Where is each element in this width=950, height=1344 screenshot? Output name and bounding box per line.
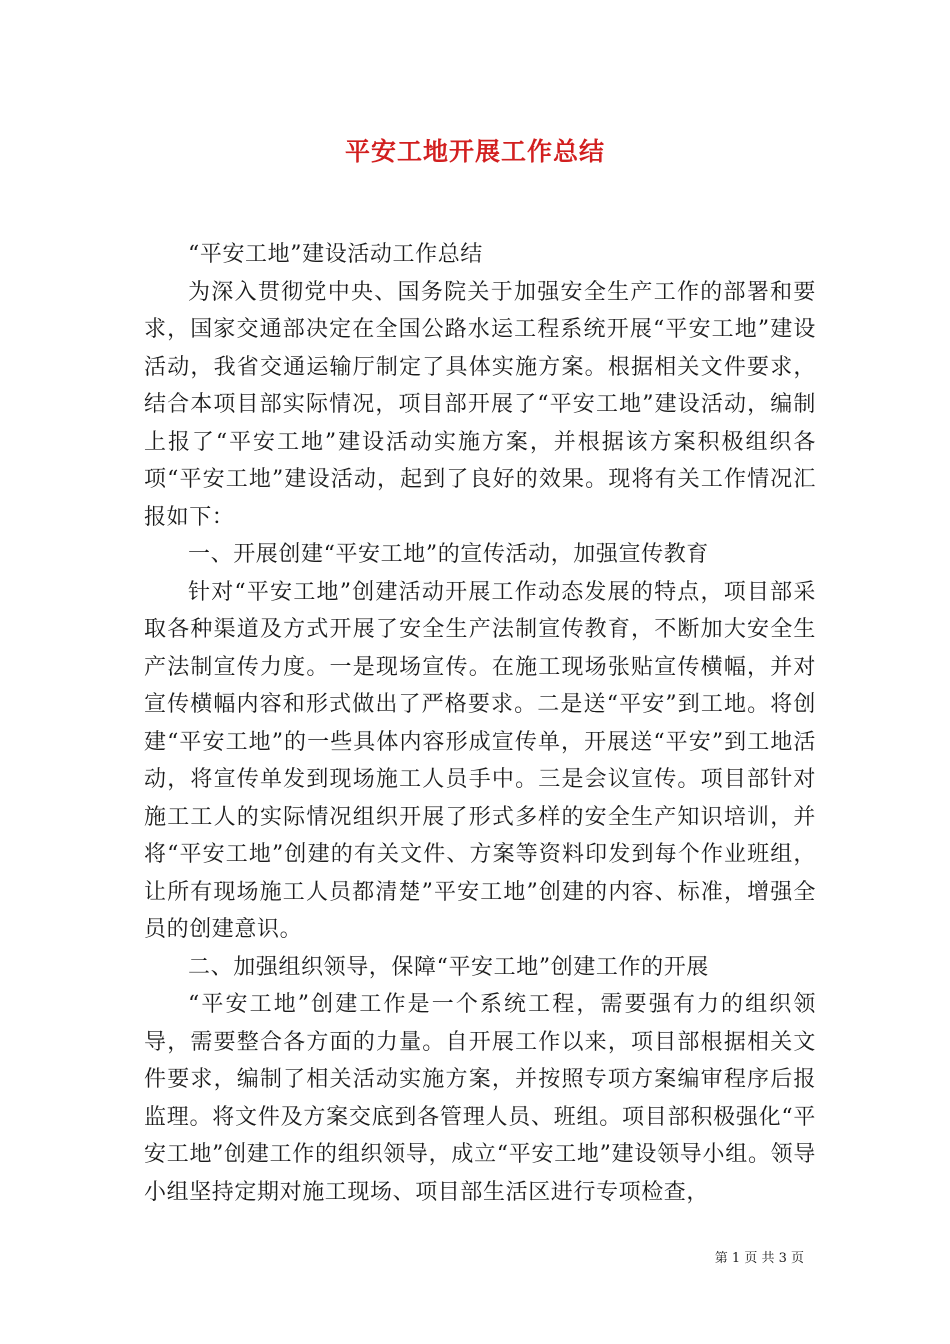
page-number-footer: 第 1 页 共 3 页 bbox=[714, 1251, 804, 1266]
section-2-paragraph: “平安工地”创建工作是一个系统工程，需要强有力的组织领导，需要整合各方面的力量。自开展工作以来，项目部根据相关文件要求，编制了相关活动实施方案，并按照专项方案编审程序后报监理。将文件及方案交底到各管理人员、班组。项目部积极强化“平安工地”创建工作的组织领导，成立“平安工地”建设领导小组。领导小组坚持定期对施工现场、项目部生活区进行专项检查， bbox=[144, 992, 816, 1205]
subtitle-paragraph: “平安工地”建设活动工作总结 bbox=[188, 242, 483, 267]
section-heading-2: 二、加强组织领导，保障“平安工地”创建工作的开展 bbox=[188, 954, 709, 980]
intro-paragraph: 为深入贯彻党中央、国务院关于加强安全生产工作的部署和要求，国家交通部决定在全国公路水运工程系统开展“平安工地”建设活动，我省交通运输厅制定了具体实施方案。根据相关文件要求，结合本项目部实际情况，项目部开展了“平安工地”建设活动，编制上报了“平安工地”建设活动实施方案，并根据该方案积极组织各项“平安工地”建设活动，起到了良好的效果。现将有关工作情况汇报如下： bbox=[144, 279, 816, 530]
section-heading-1: 一、开展创建“平安工地”的宣传活动，加强宣传教育 bbox=[188, 542, 709, 567]
document-body bbox=[144, 236, 816, 1211]
document-title: 平安工地开展工作总结 bbox=[344, 137, 605, 166]
section-1-paragraph: 针对“平安工地”创建活动开展工作动态发展的特点，项目部采取各种渠道及方式开展了安全生产法制宣传教育，不断加大安全生产法制宣传力度。一是现场宣传。在施工现场张贴宣传横幅，并对宣传横幅内容和形式做出了严格要求。二是送“平安”到工地。将创建“平安工地”的一些具体内容形成宣传单，开展送“平安”到工地活动，将宣传单发到现场施工人员手中。三是会议宣传。项目部针对施工工人的实际情况组织开展了形式多样的安全生产知识培训，并将“平安工地”创建的有关文件、方案等资料印发到每个作业班组，让所有现场施工人员都清楚”平安工地”创建的内容、标准，增强全员的创建意识。 bbox=[144, 579, 816, 942]
